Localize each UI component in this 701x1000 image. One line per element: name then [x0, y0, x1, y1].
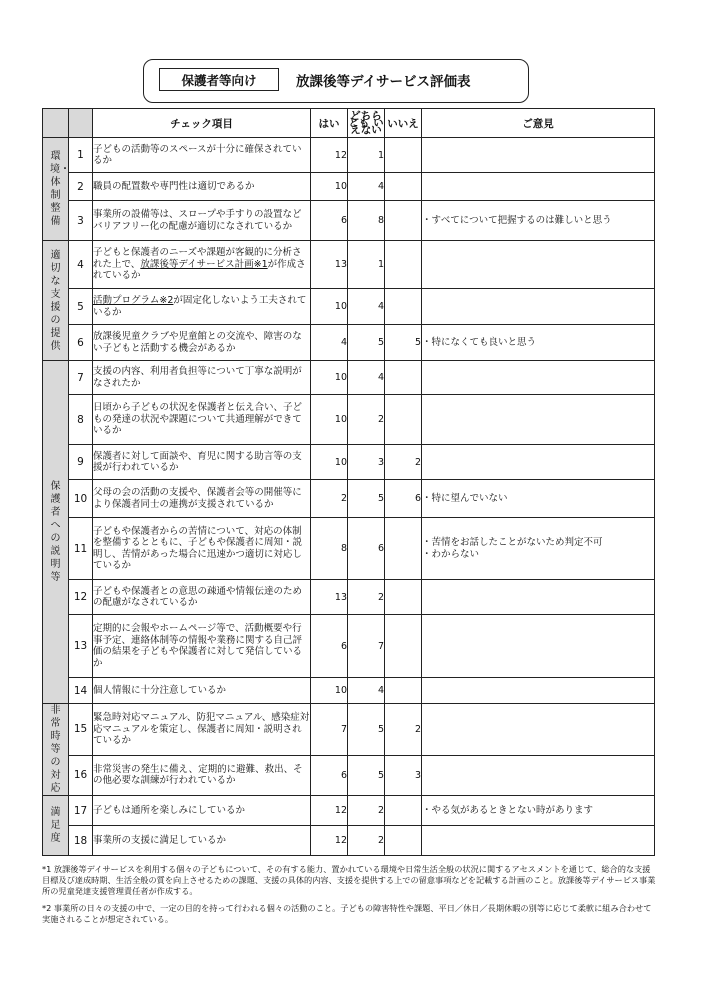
table-row — [43, 325, 655, 361]
opinion-text — [422, 289, 655, 325]
neither-count: 2 — [348, 826, 385, 856]
no-count — [385, 678, 422, 704]
row-number: 12 — [69, 580, 93, 615]
opinion-text — [422, 704, 655, 756]
yes-count: 7 — [311, 704, 348, 756]
yes-count: 10 — [311, 445, 348, 480]
row-number: 2 — [69, 173, 93, 201]
yes-count: 12 — [311, 796, 348, 826]
opinion-text — [422, 755, 655, 795]
check-item-text: 職員の配置数や専門性は適切であるか — [93, 173, 311, 201]
row-number: 9 — [69, 445, 93, 480]
yes-count: 10 — [311, 678, 348, 704]
section-satisfaction: 満足度 — [43, 796, 69, 856]
neither-count: 3 — [348, 445, 385, 480]
row-number: 5 — [69, 289, 93, 325]
page-title: 放課後等デイサービス評価表 — [296, 74, 471, 90]
opinion-text: ・すべてについて把握するのは難しいと思う — [422, 201, 655, 241]
footnote-1: *1 放課後等デイサービスを利用する個々の子どもについて、その有する能力、置かれている環境や日常生活全般の状況に関するアセスメントを通じて、総合的な支援目標及び達成時期、生活全般の質を向上させるための課題、支援の具体的内容、支援を提供する上での留意事項などを記載する計画のこと。放課後等デイサービス事業所の児童発達支援管理責任者が作成する。 — [42, 864, 656, 896]
yes-count: 12 — [311, 138, 348, 173]
table-row — [43, 480, 655, 518]
opinion-text — [422, 826, 655, 856]
opinion-text — [422, 678, 655, 704]
no-count — [385, 826, 422, 856]
header-yes: はい — [311, 109, 348, 138]
table-row — [43, 395, 655, 445]
check-item-text: 子どもと保護者のニーズや課題が客観的に分析された上で、放課後等デイサービス計画※1が作成されているか — [93, 241, 311, 289]
footnote-2: *2 事業所の日々の支援の中で、一定の目的を持って行われる個々の活動のこと。子どもの障害特性や課題、平日／休日／長期休暇の別等に応じて柔軟に組み合わせて実施されることが想定されている。 — [42, 903, 652, 924]
yes-count: 12 — [311, 826, 348, 856]
no-count — [385, 615, 422, 678]
header-opinion: ご意見 — [422, 109, 655, 138]
table-row — [43, 518, 655, 580]
neither-count: 1 — [348, 138, 385, 173]
check-item-text: 定期的に会報やホームページ等で、活動概要や行事予定、連絡体制等の情報や業務に関する自己評価の結果を子どもや保護者に対して発信しているか — [93, 615, 311, 678]
row-number: 16 — [69, 755, 93, 795]
table-row — [43, 445, 655, 480]
yes-count: 10 — [311, 395, 348, 445]
opinion-text: ・特になくても良いと思う — [422, 325, 655, 361]
neither-count: 2 — [348, 580, 385, 615]
yes-count: 2 — [311, 480, 348, 518]
check-item-text: 非常災害の発生に備え、定期的に避難、救出、その他必要な訓練が行われているか — [93, 755, 311, 795]
no-count — [385, 241, 422, 289]
yes-count: 10 — [311, 173, 348, 201]
header-check-item: チェック項目 — [93, 109, 311, 138]
opinion-text — [422, 173, 655, 201]
no-count — [385, 173, 422, 201]
table-row — [43, 678, 655, 704]
no-count — [385, 361, 422, 395]
check-item-text: 事業所の設備等は、スロープや手すりの設置などバリアフリー化の配慮が適切になされているか — [93, 201, 311, 241]
neither-count: 5 — [348, 704, 385, 756]
row-number: 3 — [69, 201, 93, 241]
row-number: 4 — [69, 241, 93, 289]
table-row — [43, 580, 655, 615]
table-row — [43, 173, 655, 201]
evaluation-table — [42, 108, 655, 856]
neither-count: 8 — [348, 201, 385, 241]
table-row — [43, 755, 655, 795]
check-item-text: 支援の内容、利用者負担等について丁寧な説明がなされたか — [93, 361, 311, 395]
row-number: 10 — [69, 480, 93, 518]
no-count — [385, 395, 422, 445]
neither-count: 1 — [348, 241, 385, 289]
header-no: いいえ — [385, 109, 422, 138]
section-explanation: 保護者への説明等 — [43, 361, 69, 704]
check-item-text: 子どもの活動等のスペースが十分に確保されているか — [93, 138, 311, 173]
table-row — [43, 289, 655, 325]
check-item-text: 日頃から子どもの状況を保護者と伝え合い、子どもの発達の状況や課題について共通理解ができているか — [93, 395, 311, 445]
section-environment: 環境・体制整備 — [43, 138, 69, 241]
opinion-text — [422, 395, 655, 445]
check-item-text: 保護者に対して面談や、育児に関する助言等の支援が行われているか — [93, 445, 311, 480]
yes-count: 13 — [311, 580, 348, 615]
neither-count: 4 — [348, 678, 385, 704]
no-count: 2 — [385, 445, 422, 480]
row-number: 17 — [69, 796, 93, 826]
no-count — [385, 796, 422, 826]
no-count — [385, 138, 422, 173]
neither-count: 4 — [348, 361, 385, 395]
check-item-text: 父母の会の活動の支援や、保護者会等の開催等により保護者同士の連携が支援されているか — [93, 480, 311, 518]
opinion-text — [422, 138, 655, 173]
header-neither: どちらとも いえない — [348, 109, 384, 136]
neither-count: 2 — [348, 796, 385, 826]
yes-count: 6 — [311, 201, 348, 241]
footnotes — [42, 864, 657, 931]
neither-count: 5 — [348, 755, 385, 795]
opinion-text: ・特に望んでいない — [422, 480, 655, 518]
neither-count: 5 — [348, 325, 385, 361]
opinion-text: ・やる気があるときとない時があります — [422, 796, 655, 826]
header-blank-section — [43, 109, 69, 138]
no-count — [385, 201, 422, 241]
program-link-text: 活動プログラム※2 — [93, 295, 174, 306]
opinion-text: ・苦情をお話したことがないため判定不可 ・わからない — [422, 518, 655, 580]
target-audience-label: 保護者等向け — [159, 68, 279, 91]
row-number: 13 — [69, 615, 93, 678]
header-row — [43, 109, 655, 138]
opinion-text — [422, 445, 655, 480]
row-number: 1 — [69, 138, 93, 173]
table-row — [43, 241, 655, 289]
row-number: 6 — [69, 325, 93, 361]
check-item-text: 緊急時対応マニュアル、防犯マニュアル、感染症対応マニュアルを策定し、保護者に周知・説明されているか — [93, 704, 311, 756]
section-support: 適切な支援の提供 — [43, 241, 69, 361]
table-row — [43, 796, 655, 826]
row-number: 14 — [69, 678, 93, 704]
row-number: 8 — [69, 395, 93, 445]
neither-count: 2 — [348, 395, 385, 445]
yes-count: 10 — [311, 361, 348, 395]
no-count: 2 — [385, 704, 422, 756]
check-item-text: 活動プログラム※2が固定化しないよう工夫されているか — [93, 289, 311, 325]
table-row — [43, 138, 655, 173]
table-row — [43, 615, 655, 678]
check-item-text: 子どもは通所を楽しみにしているか — [93, 796, 311, 826]
row-number: 7 — [69, 361, 93, 395]
opinion-text — [422, 615, 655, 678]
check-item-text: 個人情報に十分注意しているか — [93, 678, 311, 704]
no-count: 6 — [385, 480, 422, 518]
no-count — [385, 289, 422, 325]
header-blank-number — [69, 109, 93, 138]
table-row — [43, 826, 655, 856]
yes-count: 6 — [311, 615, 348, 678]
no-count: 3 — [385, 755, 422, 795]
check-item-text: 放課後児童クラブや児童館との交流や、障害のない子どもと活動する機会があるか — [93, 325, 311, 361]
table-row — [43, 704, 655, 756]
opinion-text — [422, 241, 655, 289]
row-number: 18 — [69, 826, 93, 856]
opinion-text — [422, 580, 655, 615]
plan-link-text: 放課後等デイサービス計画※1 — [140, 258, 268, 270]
check-item-text: 子どもや保護者との意思の疎通や情報伝達のための配慮がなされているか — [93, 580, 311, 615]
check-item-text: 事業所の支援に満足しているか — [93, 826, 311, 856]
no-count — [385, 580, 422, 615]
yes-count: 6 — [311, 755, 348, 795]
check-item-text: 子どもや保護者からの苦情について、対応の体制を整備するとともに、子どもや保護者に周知・説明し、苦情があった場合に迅速かつ適切に対応しているか — [93, 518, 311, 580]
yes-count: 4 — [311, 325, 348, 361]
neither-count: 6 — [348, 518, 385, 580]
no-count: 5 — [385, 325, 422, 361]
table-row — [43, 201, 655, 241]
neither-count: 7 — [348, 615, 385, 678]
row-number: 11 — [69, 518, 93, 580]
no-count — [385, 518, 422, 580]
table-row — [43, 361, 655, 395]
opinion-text — [422, 361, 655, 395]
yes-count: 10 — [311, 289, 348, 325]
row-number: 15 — [69, 704, 93, 756]
neither-count: 4 — [348, 173, 385, 201]
neither-count: 4 — [348, 289, 385, 325]
yes-count: 8 — [311, 518, 348, 580]
neither-count: 5 — [348, 480, 385, 518]
yes-count: 13 — [311, 241, 348, 289]
section-emergency: 非常時等の対応 — [43, 704, 69, 796]
